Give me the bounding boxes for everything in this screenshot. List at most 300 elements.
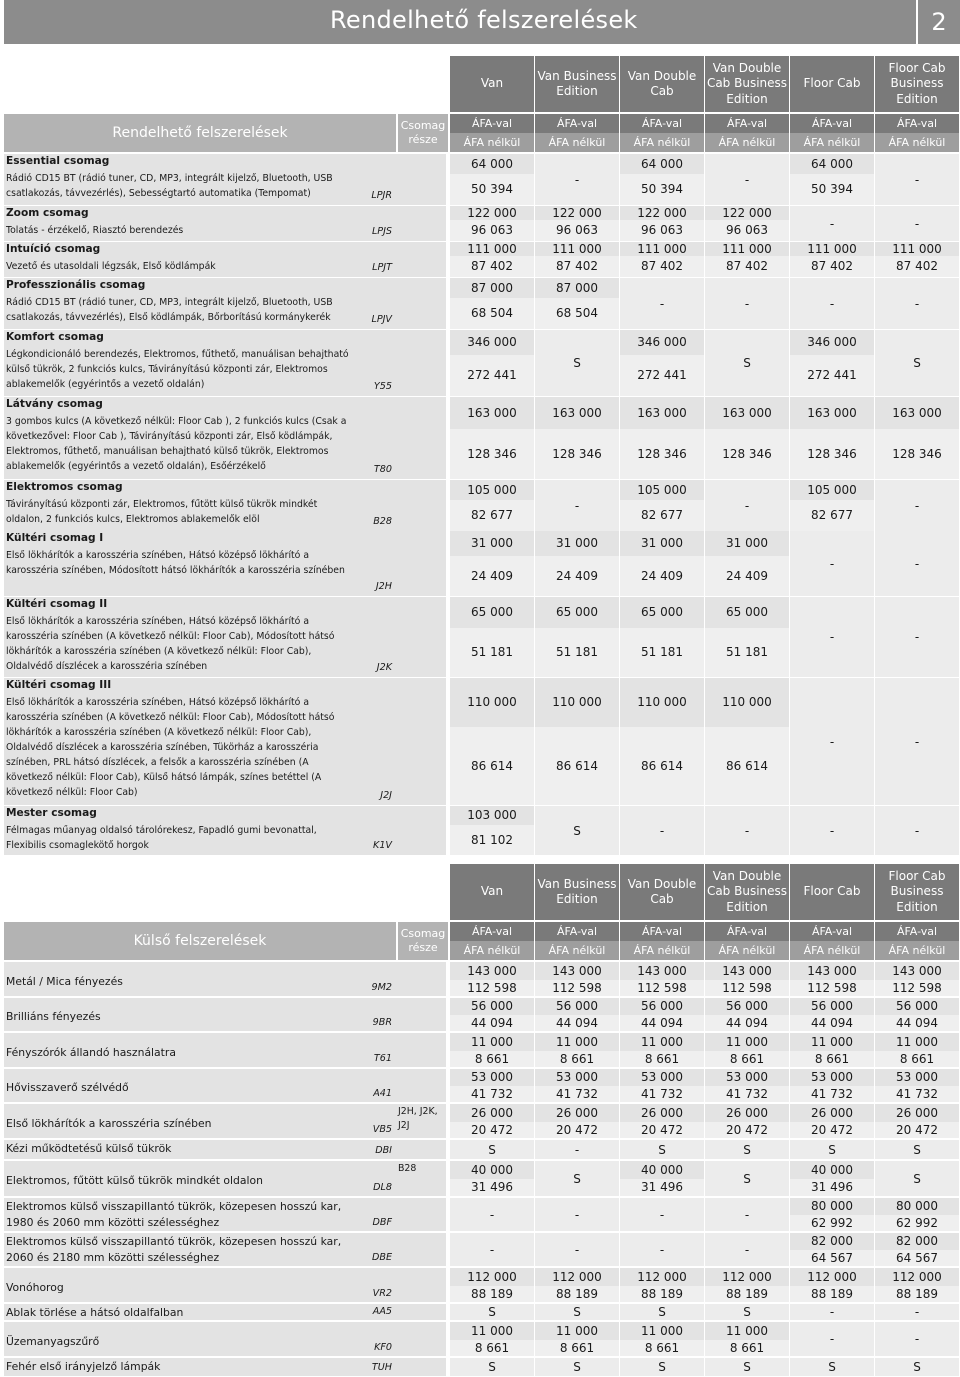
price-status: S: [535, 330, 619, 396]
price-cell: [705, 154, 789, 206]
price-cell: [535, 1069, 619, 1103]
price-cell: [705, 1198, 789, 1232]
price-net: 87 402: [620, 256, 704, 277]
price-cell: [705, 806, 789, 856]
price-cell: [620, 1033, 704, 1068]
price-cell: [535, 597, 619, 678]
price-net: 88 189: [450, 1286, 534, 1302]
price-cell: [535, 1198, 619, 1232]
price-net: 112 598: [790, 980, 874, 996]
price-status: S: [705, 1304, 789, 1320]
price-gross: 11 000: [705, 1033, 789, 1051]
price-cell: [535, 154, 619, 206]
column-name: Van Double Cab: [620, 56, 704, 112]
price-net: 31 496: [790, 1179, 874, 1196]
price-gross: 163 000: [450, 397, 534, 429]
price-status: S: [535, 1358, 619, 1376]
price-cell: [620, 962, 704, 997]
price-cell: [875, 1268, 959, 1303]
price-net: 31 496: [620, 1179, 704, 1196]
column-net-label: ÁFA nélkül: [535, 133, 619, 152]
price-cell: [705, 1104, 789, 1139]
price-net: 44 094: [790, 1015, 874, 1031]
page-title: Rendelhető felszerelések: [330, 6, 638, 34]
price-cell: [450, 206, 534, 242]
price-cell: [450, 154, 534, 206]
price-cell: [450, 1069, 534, 1103]
price-net: 41 732: [620, 1086, 704, 1102]
price-cell: [450, 1140, 534, 1160]
price-status: S: [705, 330, 789, 396]
price-cell: [620, 1069, 704, 1103]
package-title: Essential csomag: [6, 155, 110, 167]
price-gross: 65 000: [705, 597, 789, 628]
price-cell: [875, 278, 959, 330]
price-cell: [790, 962, 874, 997]
price-cell: [875, 1104, 959, 1139]
package-row: [0, 597, 960, 678]
price-cell: [875, 154, 959, 206]
price-gross: 31 000: [450, 531, 534, 556]
price-cell: [790, 1233, 874, 1267]
price-cell: [450, 1233, 534, 1267]
price-net: 128 346: [535, 429, 619, 479]
equipment-label: Hővisszaverő szélvédő: [6, 1081, 129, 1094]
price-cell: [790, 998, 874, 1032]
price-status: S: [535, 1161, 619, 1196]
price-status: -: [535, 1198, 619, 1231]
price-cell: [620, 480, 704, 532]
price-net: 128 346: [620, 429, 704, 479]
price-cell: [535, 531, 619, 597]
price-cell: [450, 1198, 534, 1232]
column-name: Van Double Cab Business Edition: [705, 864, 789, 920]
price-gross: 346 000: [790, 330, 874, 355]
package-row: [0, 330, 960, 397]
price-net: 8 661: [790, 1051, 874, 1067]
price-status: -: [790, 1322, 874, 1356]
price-net: 272 441: [450, 355, 534, 396]
price-gross: 163 000: [620, 397, 704, 429]
column-name: Floor Cab: [790, 864, 874, 920]
price-status: -: [705, 154, 789, 205]
price-cell: [450, 242, 534, 278]
option-code: LPJS: [371, 226, 392, 237]
price-gross: 143 000: [620, 962, 704, 980]
price-net: 96 063: [620, 220, 704, 241]
price-net: 128 346: [875, 429, 959, 479]
price-status: -: [875, 806, 959, 855]
equipment-label: Vonóhorog: [6, 1281, 64, 1294]
csomag-header: Csomag része: [398, 114, 448, 152]
price-gross: 105 000: [620, 480, 704, 500]
equipment-row: [0, 1161, 960, 1197]
equipment-label: Üzemanyagszűrő: [6, 1335, 100, 1348]
price-gross: 56 000: [790, 998, 874, 1015]
column-name: Van Business Edition: [535, 864, 619, 920]
price-cell: [705, 278, 789, 330]
column-name: Van Double Cab Business Edition: [705, 56, 789, 112]
column-afa-label: ÁFA-val: [705, 922, 789, 941]
price-gross: 31 000: [535, 531, 619, 556]
price-status: -: [705, 806, 789, 855]
column-net-label: ÁFA nélkül: [790, 133, 874, 152]
price-gross: 112 000: [790, 1268, 874, 1286]
price-gross: 112 000: [620, 1268, 704, 1286]
price-cell: [875, 1069, 959, 1103]
price-cell: [705, 397, 789, 480]
price-status: -: [790, 678, 874, 805]
price-cell: [450, 1304, 534, 1321]
price-gross: 64 000: [790, 154, 874, 174]
price-gross: 346 000: [450, 330, 534, 355]
price-net: 8 661: [535, 1340, 619, 1356]
price-gross: 111 000: [705, 242, 789, 256]
column-header: [875, 864, 959, 960]
price-gross: 163 000: [705, 397, 789, 429]
price-gross: 122 000: [535, 206, 619, 220]
price-gross: 26 000: [450, 1104, 534, 1122]
option-code: DBE: [371, 1252, 392, 1263]
price-gross: 143 000: [450, 962, 534, 980]
price-gross: 111 000: [535, 242, 619, 256]
column-name: Van Double Cab: [620, 864, 704, 920]
option-code: AA5: [372, 1306, 392, 1317]
price-gross: 11 000: [620, 1033, 704, 1051]
price-net: 88 189: [790, 1286, 874, 1302]
price-net: 96 063: [535, 220, 619, 241]
price-status: -: [535, 154, 619, 205]
price-cell: [705, 998, 789, 1032]
package-description: Első lökhárítók a karosszéria színében, Hátsó középső lökhárító a karosszéria színében (A következő nélkül: Floor Cab), Módosított hátsó lökhárítók a karosszéria színében (A következő nélkül: Floor Cab), Oldalvédő díszlécek a karosszéria színében: [6, 616, 335, 672]
price-status: S: [535, 806, 619, 855]
column-net-label: ÁFA nélkül: [875, 133, 959, 152]
price-gross: 53 000: [620, 1069, 704, 1086]
price-net: 8 661: [705, 1340, 789, 1356]
equipment-label: Fényszórók állandó használatra: [6, 1046, 176, 1059]
price-gross: 346 000: [620, 330, 704, 355]
option-code: LPJT: [372, 262, 392, 273]
price-net: 128 346: [705, 429, 789, 479]
price-net: 62 992: [790, 1215, 874, 1231]
price-gross: 122 000: [620, 206, 704, 220]
package-title: Kültéri csomag I: [6, 532, 104, 544]
column-afa-label: ÁFA-val: [450, 114, 534, 133]
package-description: Első lökhárítók a karosszéria színében, Hátsó középső lökhárító a karosszéria színében, Módosított hátsó lökhárítók a karosszéria színében: [6, 550, 345, 576]
price-status: -: [875, 531, 959, 596]
price-cell: [790, 531, 874, 597]
package-description: Távirányítású központi zár, Elektromos, fűtött külső tükrök mindkét oldalon, 2 funkciós kulcs, Elektromos ablakemelők elöl: [6, 499, 318, 525]
price-cell: [790, 397, 874, 480]
price-net: 112 598: [450, 980, 534, 996]
option-code: Y55: [373, 381, 392, 392]
price-gross: 163 000: [875, 397, 959, 429]
price-status: -: [620, 1233, 704, 1266]
price-status: -: [450, 1233, 534, 1266]
package-row: [0, 806, 960, 856]
price-cell: [620, 242, 704, 278]
option-code: A41: [373, 1088, 392, 1099]
price-cell: [620, 678, 704, 806]
price-gross: 143 000: [790, 962, 874, 980]
column-header: [450, 56, 534, 152]
price-gross: 56 000: [705, 998, 789, 1015]
equipment-label: Ablak törlése a hátsó oldalfalban: [6, 1306, 184, 1319]
price-gross: 163 000: [790, 397, 874, 429]
price-cell: [535, 1140, 619, 1160]
equipment-row: [0, 998, 960, 1032]
price-gross: 56 000: [535, 998, 619, 1015]
price-status: S: [450, 1358, 534, 1376]
equipment-row: [0, 1322, 960, 1357]
column-afa-label: ÁFA-val: [790, 114, 874, 133]
price-cell: [450, 531, 534, 597]
equipment-label: Fehér első irányjelző lámpák: [6, 1360, 161, 1373]
price-cell: [620, 998, 704, 1032]
column-name: Floor Cab: [790, 56, 874, 112]
price-cell: [875, 1033, 959, 1068]
price-net: 96 063: [705, 220, 789, 241]
price-cell: [450, 962, 534, 997]
price-net: 20 472: [450, 1122, 534, 1138]
column-header: [790, 864, 874, 960]
price-gross: 26 000: [790, 1104, 874, 1122]
price-cell: [875, 242, 959, 278]
price-status: -: [790, 278, 874, 329]
price-status: S: [620, 1140, 704, 1159]
price-cell: [450, 1104, 534, 1139]
price-gross: 40 000: [620, 1161, 704, 1179]
price-gross: 65 000: [450, 597, 534, 628]
package-description: Vezető és utasoldali légzsák, Első ködlámpák: [6, 261, 216, 272]
price-cell: [705, 531, 789, 597]
price-cell: [790, 242, 874, 278]
price-cell: [790, 206, 874, 242]
price-net: 20 472: [535, 1122, 619, 1138]
price-net: 272 441: [620, 355, 704, 396]
price-gross: 112 000: [535, 1268, 619, 1286]
page-header: [0, 0, 960, 44]
price-cell: [620, 597, 704, 678]
price-cell: [450, 806, 534, 856]
price-status: S: [620, 1304, 704, 1320]
price-cell: [535, 1033, 619, 1068]
price-net: 41 732: [535, 1086, 619, 1102]
column-afa-label: ÁFA-val: [875, 114, 959, 133]
price-cell: [705, 206, 789, 242]
section-title: Külső felszerelések: [4, 922, 396, 960]
price-net: 87 402: [535, 256, 619, 277]
price-net: 24 409: [705, 556, 789, 596]
csomag-header: Csomag része: [398, 922, 448, 960]
price-net: 41 732: [875, 1086, 959, 1102]
package-title: Elektromos csomag: [6, 481, 123, 493]
price-net: 68 504: [450, 298, 534, 329]
price-cell: [875, 1140, 959, 1160]
price-net: 24 409: [535, 556, 619, 596]
price-net: 112 598: [620, 980, 704, 996]
column-afa-label: ÁFA-val: [535, 922, 619, 941]
price-cell: [790, 330, 874, 397]
price-status: -: [620, 806, 704, 855]
price-gross: 112 000: [875, 1268, 959, 1286]
price-status: S: [875, 1358, 959, 1376]
price-cell: [790, 597, 874, 678]
price-cell: [535, 242, 619, 278]
price-cell: [705, 1069, 789, 1103]
price-net: 20 472: [620, 1122, 704, 1138]
price-net: 31 496: [450, 1179, 534, 1196]
package-description: Tolatás - érzékelő, Riasztó berendezés: [6, 225, 184, 236]
price-net: 51 181: [450, 628, 534, 677]
price-cell: [790, 806, 874, 856]
price-cell: [535, 397, 619, 480]
column-header: [620, 56, 704, 152]
price-gross: 111 000: [450, 242, 534, 256]
price-gross: 143 000: [535, 962, 619, 980]
package-row: [0, 206, 960, 242]
price-status: S: [705, 1358, 789, 1376]
column-header: [705, 864, 789, 960]
price-net: 62 992: [875, 1215, 959, 1231]
option-code: KF0: [374, 1342, 392, 1353]
price-status: -: [705, 1198, 789, 1231]
price-net: 88 189: [705, 1286, 789, 1302]
price-cell: [620, 1140, 704, 1160]
price-cell: [875, 397, 959, 480]
price-cell: [535, 678, 619, 806]
price-net: 8 661: [705, 1051, 789, 1067]
price-status: S: [705, 1140, 789, 1159]
price-net: 8 661: [535, 1051, 619, 1067]
price-status: S: [790, 1140, 874, 1159]
equipment-row: [0, 1268, 960, 1303]
price-net: 96 063: [450, 220, 534, 241]
price-gross: 112 000: [705, 1268, 789, 1286]
price-cell: [450, 597, 534, 678]
price-gross: 105 000: [790, 480, 874, 500]
price-status: -: [875, 1322, 959, 1356]
price-cell: [705, 242, 789, 278]
price-net: 88 189: [875, 1286, 959, 1302]
header-bar: [4, 0, 916, 44]
price-cell: [535, 998, 619, 1032]
price-cell: [535, 480, 619, 532]
price-net: 20 472: [790, 1122, 874, 1138]
option-code: VR2: [372, 1288, 392, 1299]
price-cell: [620, 1304, 704, 1321]
price-cell: [790, 1104, 874, 1139]
price-net: 82 677: [450, 500, 534, 531]
price-cell: [705, 1268, 789, 1303]
price-cell: [535, 1268, 619, 1303]
price-net: 50 394: [790, 174, 874, 205]
price-net: 44 094: [450, 1015, 534, 1031]
price-status: -: [705, 480, 789, 531]
price-gross: 11 000: [535, 1322, 619, 1340]
package-description: Légkondicionáló berendezés, Elektromos, fűthető, manuálisan behajtható külső tükrök, 2 funkciós kulcs, Távirányítású központi zár, Elektromos ablakemelők (egyérintős a vezető oldalán): [6, 349, 349, 390]
package-row: [0, 480, 960, 532]
price-status: S: [450, 1304, 534, 1320]
price-cell: [790, 1033, 874, 1068]
price-status: -: [790, 531, 874, 596]
price-cell: [620, 1322, 704, 1357]
price-cell: [620, 1233, 704, 1267]
column-name: Van Business Edition: [535, 56, 619, 112]
price-cell: [790, 1140, 874, 1160]
section-title: Rendelhető felszerelések: [4, 114, 396, 152]
price-net: 81 102: [450, 825, 534, 855]
price-net: 50 394: [620, 174, 704, 205]
price-cell: [620, 1198, 704, 1232]
price-status: -: [620, 278, 704, 329]
option-code: J2J: [380, 790, 392, 801]
price-net: 87 402: [705, 256, 789, 277]
price-net: 20 472: [875, 1122, 959, 1138]
price-gross: 56 000: [875, 998, 959, 1015]
option-code: LPJR: [371, 190, 392, 201]
price-cell: [450, 397, 534, 480]
column-afa-label: ÁFA-val: [535, 114, 619, 133]
price-net: 51 181: [535, 628, 619, 677]
price-cell: [620, 1268, 704, 1303]
package-row: [0, 531, 960, 597]
price-cell: [535, 1322, 619, 1357]
price-status: -: [620, 1198, 704, 1231]
column-header: [450, 864, 534, 960]
price-cell: [790, 480, 874, 532]
price-gross: 31 000: [620, 531, 704, 556]
price-net: 64 567: [790, 1250, 874, 1266]
price-gross: 31 000: [705, 531, 789, 556]
price-net: 44 094: [875, 1015, 959, 1031]
price-status: -: [790, 597, 874, 677]
price-cell: [705, 1161, 789, 1197]
column-afa-label: ÁFA-val: [620, 114, 704, 133]
price-cell: [875, 597, 959, 678]
price-net: 88 189: [620, 1286, 704, 1302]
price-gross: 110 000: [620, 678, 704, 727]
price-status: -: [705, 1233, 789, 1266]
price-net: 51 181: [620, 628, 704, 677]
price-cell: [790, 278, 874, 330]
price-cell: [790, 1069, 874, 1103]
price-gross: 65 000: [535, 597, 619, 628]
price-net: 41 732: [790, 1086, 874, 1102]
price-cell: [790, 678, 874, 806]
csomag-value: B28: [398, 1163, 417, 1174]
price-gross: 40 000: [450, 1161, 534, 1179]
price-status: -: [535, 1140, 619, 1159]
price-gross: 143 000: [705, 962, 789, 980]
price-net: 8 661: [875, 1051, 959, 1067]
option-code: K1V: [373, 840, 392, 851]
price-cell: [535, 806, 619, 856]
price-cell: [705, 330, 789, 397]
column-afa-label: ÁFA-val: [790, 922, 874, 941]
column-header: [535, 864, 619, 960]
price-net: 8 661: [450, 1340, 534, 1356]
price-cell: [705, 1033, 789, 1068]
price-gross: 110 000: [705, 678, 789, 727]
equipment-label: Kézi működtetésű külső tükrök: [6, 1142, 172, 1155]
column-afa-label: ÁFA-val: [620, 922, 704, 941]
price-status: -: [875, 206, 959, 241]
package-row: [0, 678, 960, 806]
column-name: Floor Cab Business Edition: [875, 864, 959, 920]
package-description: Első lökhárítók a karosszéria színében, Hátsó középső lökhárító a karosszéria színében (A következő nélkül: Floor Cab), Módosított hátsó lökhárítók a karosszéria színében (A következő nélkül: Floor Cab), Oldalvédő díszlécek a karosszéria színében, Tükörház a karosszéria színében, PRL hátsó díszlécek, a felsők a karosszéria színében (A következő nélkül: Floor Cab), Külső hátsó lámpák, színes betéttel (A következő nélkül: Floor Cab): [6, 697, 335, 798]
package-row: [0, 242, 960, 278]
